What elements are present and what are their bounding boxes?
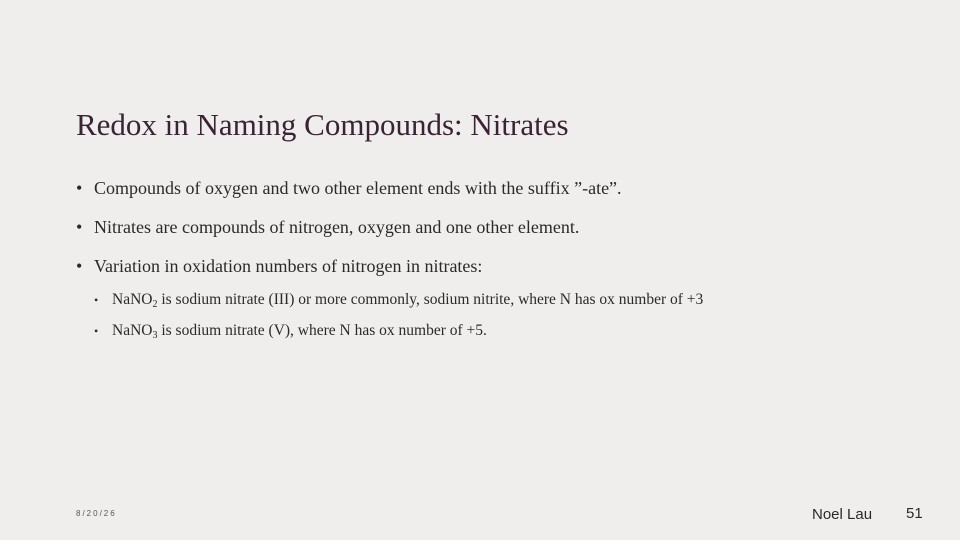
footer-author: Noel Lau	[812, 506, 873, 523]
sub-bullet-item	[94, 289, 936, 311]
bullet-item: • Nitrates are compounds of nitrogen, oxygen and one other element.	[76, 214, 936, 240]
formula-subscript: 2	[152, 299, 158, 310]
sub-bullet-item	[94, 320, 936, 342]
formula-prefix: NaNO	[112, 291, 153, 308]
sub-bullet-text: is sodium nitrate (V), where N has ox number of +5.	[157, 322, 487, 339]
sub-bullet-text: is sodium nitrate (III) or more commonly, sodium nitrite, where N has ox number of +3	[157, 291, 704, 308]
formula-subscript: 3	[152, 330, 158, 341]
bullet-item: • Compounds of oxygen and two other element ends with the suffix ”-ate”.	[76, 175, 936, 201]
page-number: 51	[906, 505, 923, 522]
slide-content	[76, 175, 936, 351]
sub-bullet-list	[76, 289, 936, 342]
bullet-item: • Variation in oxidation numbers of nitrogen in nitrates:	[76, 253, 936, 279]
footer-date: 8/20/26	[76, 509, 117, 518]
formula-prefix: NaNO	[112, 322, 153, 339]
slide-title: Redox in Naming Compounds: Nitrates	[76, 107, 569, 142]
